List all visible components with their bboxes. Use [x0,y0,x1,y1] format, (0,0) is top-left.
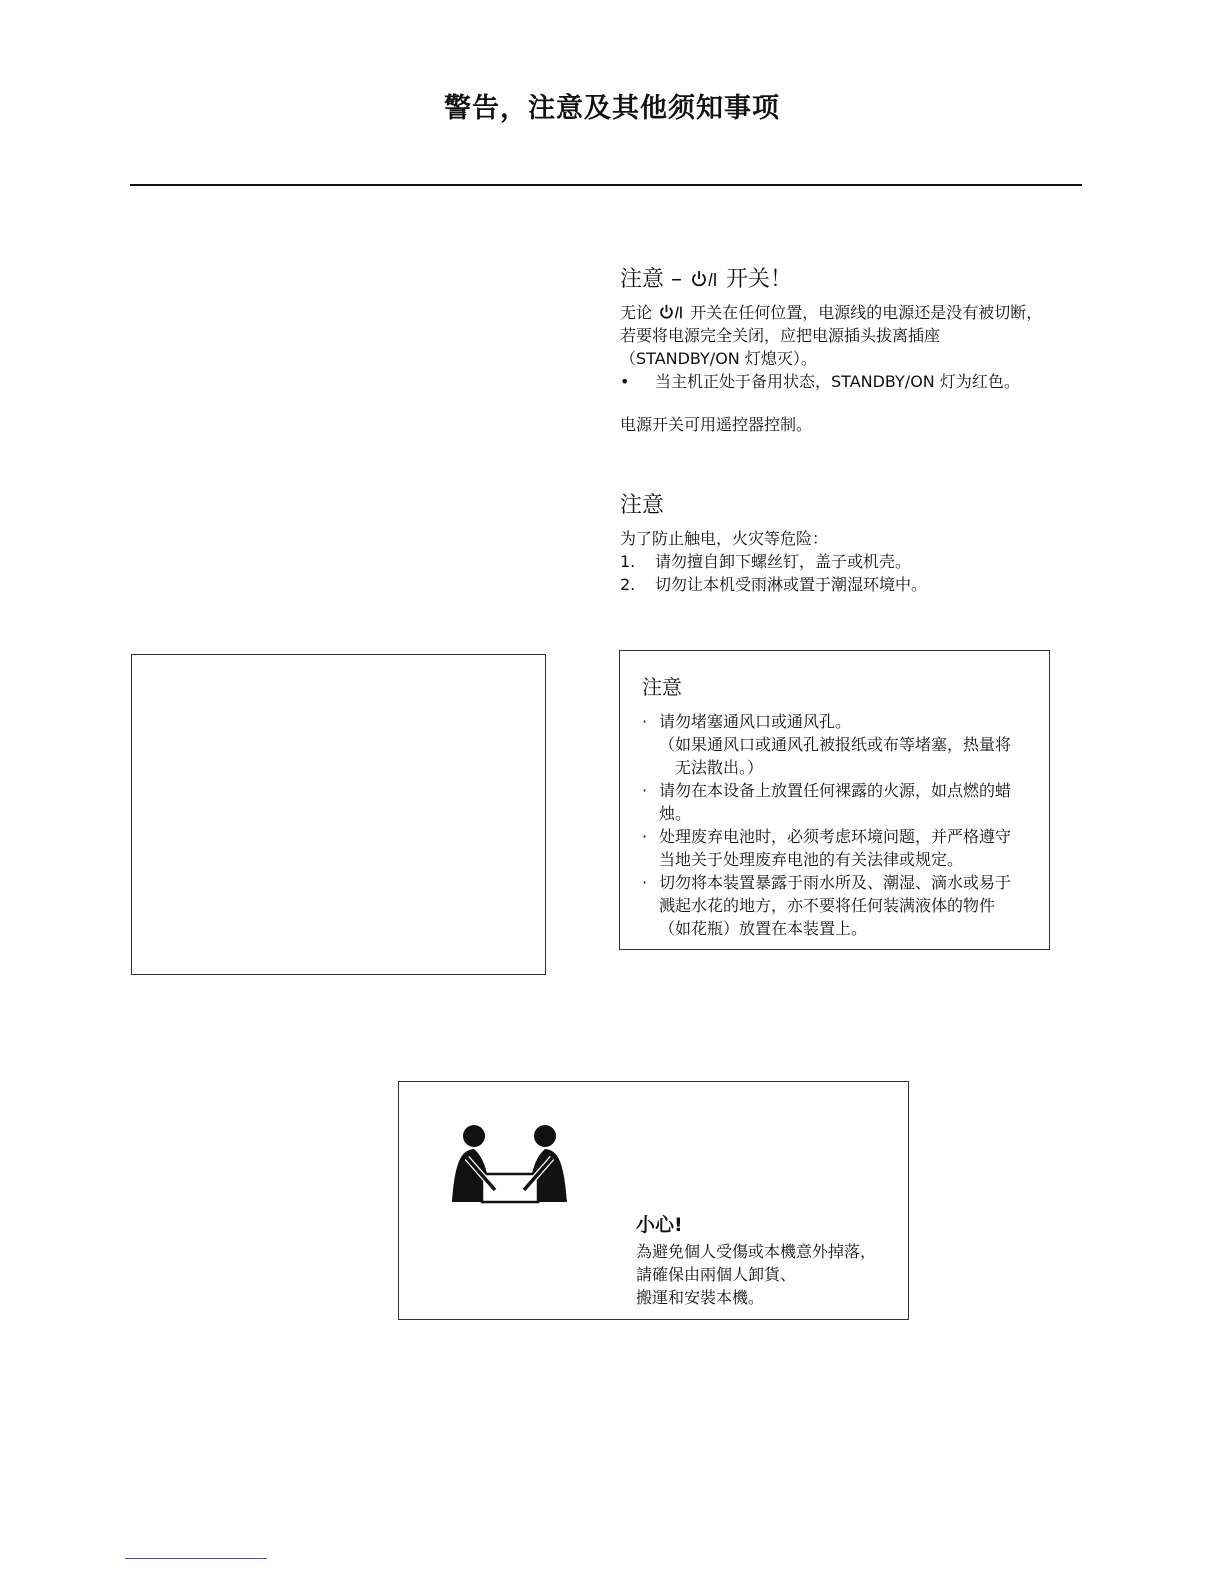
caution-item [620,550,1080,573]
bullet-dot: · [642,781,648,800]
caution-box-heading: 注意 [642,675,682,699]
caution-box-line: 处理废弃电池时，必须考虑环境问题，并严格遵守 [659,827,1012,846]
caution-box-line: 请勿在本设备上放置任何裸露的火源，如点燃的蜡 [659,781,1012,800]
caution-box [619,650,1050,950]
lift-warning-box [398,1081,909,1320]
caution-box-line: 溅起水花的地方，亦不要将任何装满液体的物件 [659,896,996,915]
empty-label-box [131,654,546,975]
power-para-line-3: （STANDBY/ON 灯熄灭）。 [620,349,817,368]
caution-box-line: 切勿将本装置暴露于雨水所及、潮湿、滴水或易于 [659,873,1012,892]
caution-section [620,488,1080,596]
bullet-dot: · [642,873,648,892]
power-para-line-2: 若要将电源完全关闭，应把电源插头拔离插座 [620,326,941,345]
caution-box-line: 烛。 [659,804,692,823]
lift-warning-line: 搬運和安裝本機。 [636,1288,765,1307]
caution-box-line: （如果通风口或通风孔被报纸或布等堵塞，热量将 [659,735,1012,754]
caution-box-item [642,871,1029,940]
bullet-dot: · [642,712,648,731]
caution-item-text: 切勿让本机受雨淋或置于潮湿环境中。 [655,575,928,594]
power-para-prefix: 无论 [620,303,653,322]
caution-item [620,573,1080,596]
caution-box-line: 请勿堵塞通风口或通风孔。 [659,712,852,731]
power-standby-icon [659,303,683,321]
lift-warning-line: 為避免個人受傷或本機意外掉落， [636,1242,877,1261]
lift-warning-heading: 小心! [636,1214,683,1236]
caution-box-item [642,825,1029,871]
title-divider [130,184,1082,186]
power-standby-bullet [620,370,1080,393]
caution-heading: 注意 [620,493,665,518]
power-standby-icon [691,269,717,289]
power-switch-heading [620,262,1080,293]
power-heading-suffix: 开关！ [726,267,793,292]
lift-warning-line: 請確保由兩個人卸貨、 [636,1265,797,1284]
caution-box-line: （如花瓶）放置在本装置上。 [659,919,868,938]
caution-intro: 为了防止触电，火灾等危险： [620,529,829,548]
caution-box-line: 当地关于处理废弃电池的有关法律或规定。 [659,850,964,869]
power-switch-section [620,262,1080,436]
caution-item-number: 1. [620,552,636,571]
caution-item-number: 2. [620,575,636,594]
caution-box-item [642,779,1029,825]
power-heading-prefix: 注意 – [620,267,682,292]
remote-note: 电源开关可用遥控器控制。 [620,415,813,434]
bullet-mark: • [620,372,630,391]
two-person-lift-icon [449,1122,571,1208]
bullet-text: 当主机正处于备用状态，STANDBY/ON 灯为红色。 [655,372,1020,391]
page-title: 警告，注意及其他须知事项 [444,93,780,124]
caution-item-text: 请勿擅自卸下螺丝钉，盖子或机壳。 [655,552,912,571]
power-para-line-1 [620,301,1080,324]
power-para-suffix: 开关在任何位置，电源线的电源还是没有被切断， [690,303,1043,322]
footer-rule [125,1558,267,1559]
caution-box-item [642,710,1029,779]
caution-box-line: 无法散出。） [675,758,764,777]
lift-warning-text [636,1210,876,1309]
bullet-dot: · [642,827,648,846]
